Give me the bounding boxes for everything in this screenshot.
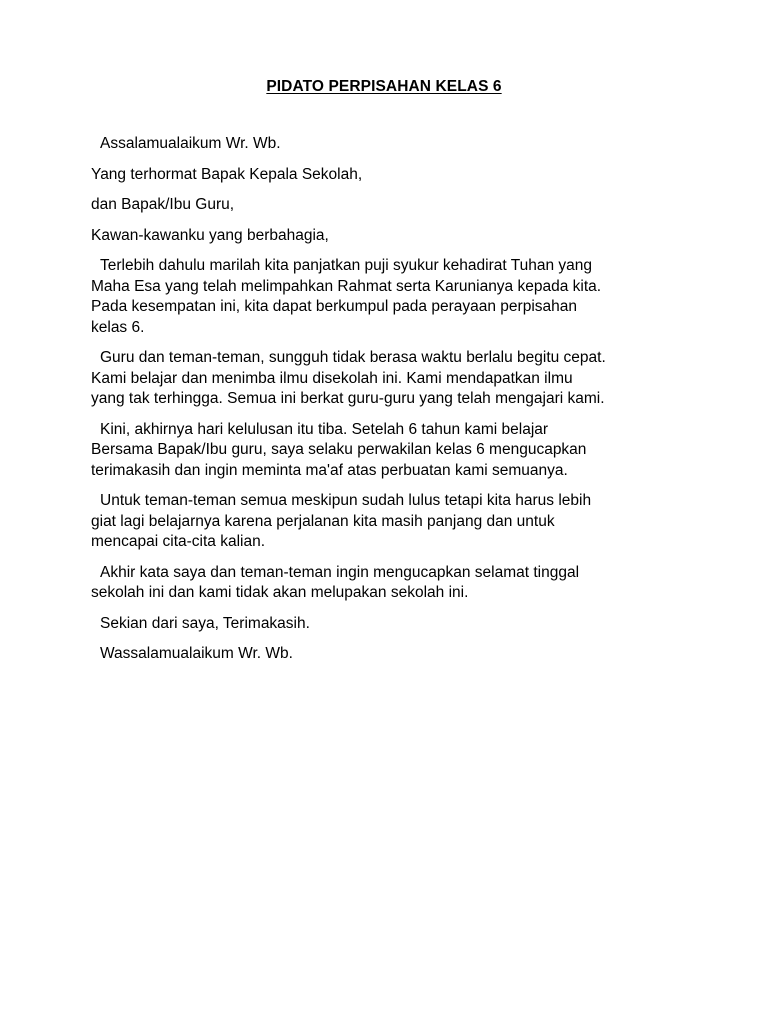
paragraph-line: terimakasih dan ingin meminta ma'af atas perbuatan kami semuanya. [91, 461, 568, 479]
paragraph-line: mencapai cita-cita kalian. [91, 533, 266, 550]
paragraph-line: sekolah ini dan kami tidak akan melupakan sekolah ini. [91, 584, 469, 601]
greeting: Assalamualaikum Wr. Wb. [100, 135, 281, 152]
paragraph-graduation [91, 420, 691, 482]
paragraph-line: Guru dan teman-teman, sungguh tidak berasa waktu berlalu begitu cepat. [100, 349, 606, 366]
document-title: PIDATO PERPISAHAN KELAS 6 [266, 78, 502, 95]
paragraph-line: Terlebih dahulu marilah kita panjatkan puji syukur kehadirat Tuhan yang [100, 257, 592, 274]
paragraph-line: kelas 6. [91, 318, 145, 336]
paragraph-line: yang tak terhingga. Semua ini berkat guru-guru yang telah mengajari kami. [91, 390, 605, 407]
paragraph-time-flies [91, 348, 691, 410]
paragraph-line: Pada kesempatan ini, kita dapat berkumpul pada perayaan perpisahan [91, 298, 577, 315]
closing-line: Sekian dari saya, Terimakasih. [100, 614, 310, 632]
paragraph-farewell [91, 563, 691, 604]
paragraph-line: giat lagi belajarnya karena perjalanan kita masih panjang dan untuk [91, 512, 555, 530]
address-line-headmaster: Yang terhormat Bapak Kepala Sekolah, [91, 165, 363, 183]
paragraph-line: Kini, akhirnya hari kelulusan itu tiba. Setelah 6 tahun kami belajar [100, 420, 549, 438]
paragraph-line: Maha Esa yang telah melimpahkan Rahmat serta Karunianya kepada kita. [91, 277, 602, 295]
paragraph-encouragement [91, 491, 691, 553]
address-line-teachers: dan Bapak/Ibu Guru, [91, 196, 235, 213]
address-line-friends: Kawan-kawanku yang berbahagia, [91, 226, 329, 244]
paragraph-line: Bersama Bapak/Ibu guru, saya selaku perwakilan kelas 6 mengucapkan [91, 441, 587, 458]
paragraph-line: Akhir kata saya dan teman-teman ingin mengucapkan selamat tinggal [100, 563, 580, 581]
paragraph-opening [91, 256, 691, 338]
document-body [91, 134, 691, 675]
farewell-greeting: Wassalamualaikum Wr. Wb. [100, 645, 293, 662]
paragraph-line: Kami belajar dan menimba ilmu disekolah ini. Kami mendapatkan ilmu [91, 369, 573, 387]
paragraph-line: Untuk teman-teman semua meskipun sudah lulus tetapi kita harus lebih [100, 492, 592, 509]
